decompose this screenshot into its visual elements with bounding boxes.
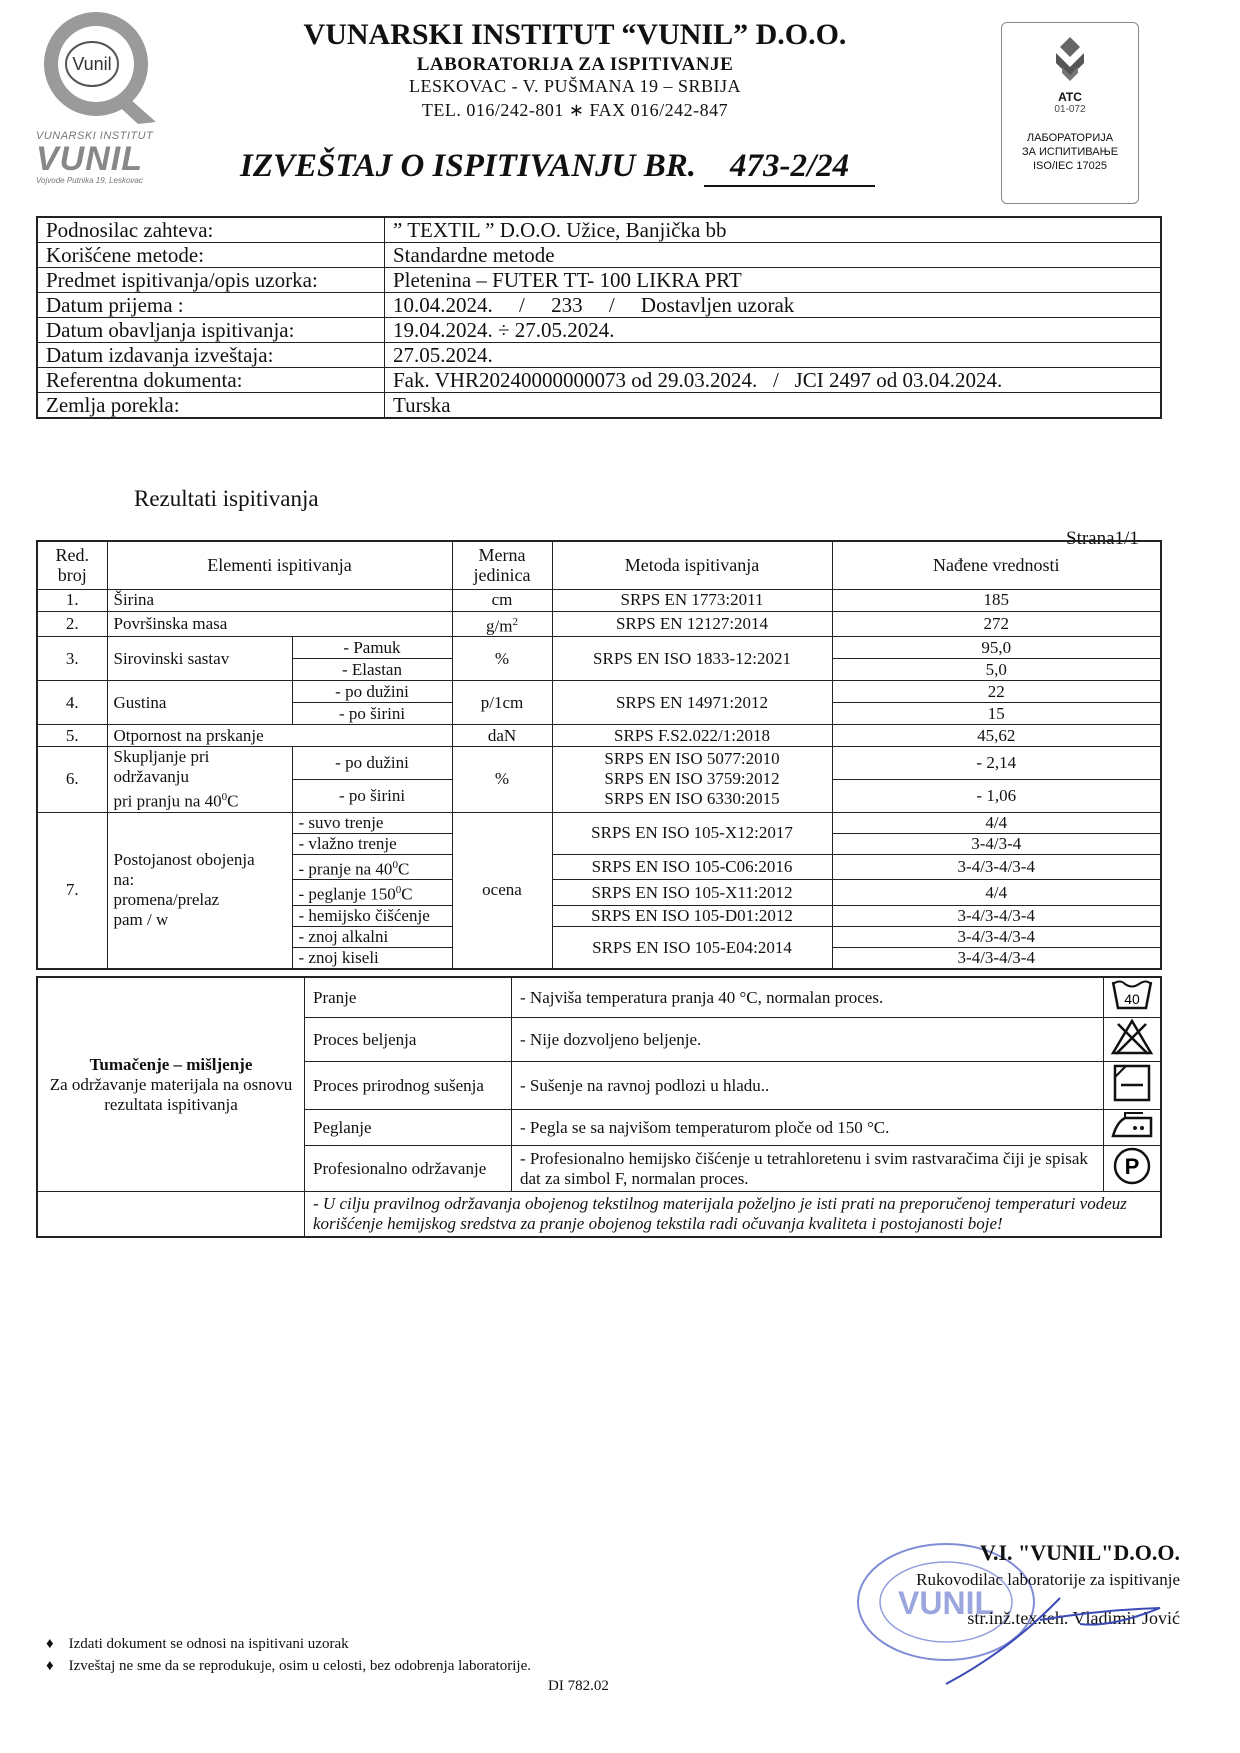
report-number: 473-2/24	[704, 148, 875, 187]
element-sup: 0	[221, 791, 228, 804]
info-row	[37, 243, 1161, 268]
row-value: - 1,06	[832, 779, 1161, 812]
footer-line-2	[46, 1658, 531, 1675]
signature-name: str.inž.tex.teh. Vladimir Jović	[967, 1608, 1180, 1628]
row-element-line: pam / w	[113, 910, 169, 930]
row-element-line: Skupljanje pri održavanju	[113, 747, 210, 787]
info-key: Referentna dokumenta:	[37, 368, 385, 393]
lab-name: LABORATORIJA ZA ISPITIVANJE	[416, 54, 734, 75]
handwritten-signature	[940, 1580, 1170, 1690]
unit-text: g/m	[486, 616, 513, 636]
row-sub-element: - po širini	[292, 779, 452, 812]
report-title-text: IZVEŠTAJ O ISPITIVANJU BR.	[240, 148, 697, 184]
row-sub-element: - hemijsko čišćenje	[292, 906, 452, 927]
row-element: Gustina	[107, 681, 292, 725]
row-method: SRPS EN 14971:2012	[552, 681, 832, 725]
table-row	[37, 637, 1161, 659]
logo-brand-text: VUNIL	[36, 140, 143, 178]
bullet-icon: ♦	[46, 1658, 54, 1674]
interpretation-heading	[37, 977, 305, 1192]
results-table	[36, 540, 1162, 970]
row-element: Otpornost na prskanje	[107, 725, 452, 747]
lab-phone: TEL. 016/242-801 ∗ FAX 016/242-847	[421, 100, 729, 120]
sub-sup: 0	[395, 884, 402, 897]
row-value: 3-4/3-4	[832, 833, 1161, 854]
info-key: Datum prijema :	[37, 293, 385, 318]
row-method: SRPS F.S2.022/1:2018	[552, 725, 832, 747]
table-row	[37, 812, 1161, 833]
row-value: 4/4	[832, 812, 1161, 833]
row-number: 1.	[37, 589, 107, 611]
stamp-text: VUNIL	[898, 1585, 994, 1621]
row-sub-element: - znoj kiseli	[292, 948, 452, 970]
row-element: Sirovinski sastav	[107, 637, 292, 681]
row-element	[107, 747, 292, 813]
row-value: 3-4/3-4/3-4	[832, 927, 1161, 948]
page-number: Strana1/1	[1066, 528, 1139, 549]
row-element-line: promena/prelaz	[113, 890, 220, 910]
sub-text: C	[401, 885, 413, 905]
note-row	[37, 1192, 1161, 1238]
row-value: 15	[832, 703, 1161, 725]
row-method	[552, 747, 832, 813]
row-number: 7.	[37, 812, 107, 969]
row-sub-element: - suvo trenje	[292, 812, 452, 833]
row-method: SRPS EN 12127:2014	[552, 611, 832, 637]
care-icon-cell	[1104, 1018, 1162, 1062]
footer-text: Izveštaj ne sme da se reprodukuje, osim u celosti, bez odobrenja laboratorije.	[68, 1658, 531, 1674]
row-method: SRPS EN ISO 105-X11:2012	[552, 880, 832, 906]
info-key: Korišćene metode:	[37, 243, 385, 268]
dry-flat-shade-icon	[1112, 1063, 1152, 1103]
row-element-line: Postojanost obojenja	[113, 850, 255, 870]
row-number: 6.	[37, 747, 107, 813]
info-row	[37, 318, 1161, 343]
info-row	[37, 368, 1161, 393]
info-value: ” TEXTIL ” D.O.O. Užice, Banjička bb	[385, 217, 1162, 243]
info-value: Fak. VHR20240000000073 od 29.03.2024. / JCI 2497 od 03.04.2024.	[385, 368, 1162, 393]
header-num: Red. broj	[37, 541, 107, 589]
row-sub-element: - vlažno trenje	[292, 833, 452, 854]
row-sub-element: - po širini	[292, 703, 452, 725]
row-value: 3-4/3-4/3-4	[832, 948, 1161, 970]
row-sub-element: - po dužini	[292, 681, 452, 703]
header-element: Elementi ispitivanja	[107, 541, 452, 589]
lab-address: LESKOVAC - V. PUŠMANA 19 – SRBIJA	[408, 76, 742, 96]
care-text: - Najviša temperatura pranja 40 °C, normalan proces.	[512, 977, 1104, 1018]
institute-name: VUNARSKI INSTITUT “VUNIL” D.O.O.	[303, 18, 847, 51]
header-method: Metoda ispitivanja	[552, 541, 832, 589]
care-label: Peglanje	[305, 1110, 512, 1146]
row-element	[107, 812, 292, 969]
accreditation-badge	[1001, 22, 1139, 204]
footer-line-1	[46, 1636, 349, 1653]
info-row	[37, 217, 1161, 243]
info-row	[37, 393, 1161, 419]
signature-role: Rukovodilac laboratorije za ispitivanje	[916, 1570, 1180, 1589]
iron-two-dots-icon	[1109, 1110, 1155, 1140]
info-key: Datum izdavanja izveštaja:	[37, 343, 385, 368]
results-header-row	[37, 541, 1161, 589]
row-unit: daN	[452, 725, 552, 747]
dry-clean-letter: P	[1124, 1154, 1140, 1179]
info-key: Predmet ispitivanja/opis uzorka:	[37, 268, 385, 293]
element-text: pri pranju na 40	[113, 791, 222, 811]
row-sub-element: - znoj alkalni	[292, 927, 452, 948]
care-label: Profesionalno održavanje	[305, 1146, 512, 1192]
results-title: Rezultati ispitivanja	[134, 486, 319, 511]
table-row	[37, 611, 1161, 637]
row-element-line: na:	[113, 870, 135, 890]
unit-sup: 2	[512, 615, 518, 628]
row-sub-element	[292, 880, 452, 906]
info-value: Pletenina – FUTER TT- 100 LIKRA PRT	[385, 268, 1162, 293]
info-key: Zemlja porekla:	[37, 393, 385, 419]
row-method: SRPS EN ISO 105-C06:2016	[552, 854, 832, 880]
dry-clean-p-icon	[1112, 1146, 1152, 1186]
info-row	[37, 343, 1161, 368]
bullet-icon: ♦	[46, 1636, 54, 1652]
logo-letter: Vunil	[72, 54, 112, 74]
info-value: Standardne metode	[385, 243, 1162, 268]
element-text: C	[227, 791, 239, 811]
row-element: Površinska masa	[107, 611, 452, 637]
atc-logo-icon	[1050, 37, 1090, 83]
row-sub-element: - po dužini	[292, 747, 452, 780]
info-value: 19.04.2024. ÷ 27.05.2024.	[385, 318, 1162, 343]
row-method: SRPS EN ISO 1833-12:2021	[552, 637, 832, 681]
care-row	[37, 977, 1161, 1018]
care-icon-cell	[1104, 1110, 1162, 1146]
wash-40-icon	[1110, 978, 1154, 1012]
care-icon-cell	[1104, 977, 1162, 1018]
care-icon-cell	[1104, 1146, 1162, 1192]
care-text: - Sušenje na ravnoj podlozi u hladu..	[512, 1062, 1104, 1110]
row-value: - 2,14	[832, 747, 1161, 780]
sub-text: - pranje na 40	[298, 859, 393, 879]
row-unit	[452, 611, 552, 637]
info-row	[37, 293, 1161, 318]
row-unit: %	[452, 747, 552, 813]
no-bleach-icon	[1110, 1018, 1154, 1056]
sub-text: C	[397, 859, 410, 879]
table-row	[37, 589, 1161, 611]
row-element: Širina	[107, 589, 452, 611]
method-line: SRPS EN ISO 3759:2012	[604, 769, 780, 789]
row-value: 95,0	[832, 637, 1161, 659]
info-key: Datum obavljanja ispitivanja:	[37, 318, 385, 343]
row-method: SRPS EN 1773:2011	[552, 589, 832, 611]
info-key: Podnosilac zahteva:	[37, 217, 385, 243]
header-unit: Merna jedinica	[452, 541, 552, 589]
wash-temp-text: 40	[1124, 991, 1140, 1007]
row-sub-element: - Elastan	[292, 659, 452, 681]
sub-text: - peglanje 150	[298, 885, 396, 905]
care-text: - Nije dozvoljeno beljenje.	[512, 1018, 1104, 1062]
atc-line1: ЛАБОРАТОРИЈА	[1026, 132, 1114, 144]
row-value: 3-4/3-4/3-4	[832, 854, 1161, 880]
row-unit: p/1cm	[452, 681, 552, 725]
info-row	[37, 268, 1161, 293]
report-title	[240, 148, 875, 187]
row-element-line	[114, 787, 286, 812]
row-unit: cm	[452, 589, 552, 611]
row-number: 2.	[37, 611, 107, 637]
row-sub-element: - Pamuk	[292, 637, 452, 659]
row-unit: %	[452, 637, 552, 681]
row-value: 185	[832, 589, 1161, 611]
care-text: - Profesionalno hemijsko čišćenje u tetrahloretenu i svim rastvaračima čiji je spisak dat za simbol F, normalan proces.	[512, 1146, 1104, 1192]
row-method: SRPS EN ISO 105-X12:2017	[552, 812, 832, 854]
sub-sup: 0	[392, 858, 398, 871]
header-value: Nađene vrednosti	[832, 541, 1161, 589]
table-row	[37, 681, 1161, 703]
interpretation-title: Tumačenje – mišljenje	[89, 1054, 253, 1074]
atc-line3: ISO/IEC 17025	[1033, 160, 1107, 172]
row-value: 4/4	[832, 880, 1161, 906]
interpretation-table	[36, 976, 1162, 1238]
method-line: SRPS EN ISO 6330:2015	[604, 789, 780, 809]
row-value: 45,62	[832, 725, 1161, 747]
logo-address-text: Vojvode Putnika 19, Leskovac	[36, 176, 143, 185]
vunil-logo	[34, 6, 164, 126]
note-spacer	[37, 1192, 305, 1238]
interpretation-subtitle: Za održavanje materijala na osnovu rezultata ispitivanja	[49, 1074, 293, 1114]
row-value: 5,0	[832, 659, 1161, 681]
row-method: SRPS EN ISO 105-E04:2014	[552, 927, 832, 970]
table-row	[37, 725, 1161, 747]
care-label: Proces beljenja	[305, 1018, 512, 1062]
atc-brand: ATC	[1058, 90, 1082, 104]
info-value: 10.04.2024. / 233 / Dostavljen uzorak	[385, 293, 1162, 318]
care-note: - U cilju pravilnog održavanja obojenog tekstilnog materijala poželjno je isti prati na preporučenoj temperaturi vodeuz korišćenje hemijskog sredstva za pranje obojenog tekstila radi očuvanja kvaliteta i postojanosti boje!	[305, 1192, 1162, 1238]
care-label: Proces prirodnog sušenja	[305, 1062, 512, 1110]
row-unit: ocena	[452, 812, 552, 969]
signature-company: V.I. "VUNIL"D.O.O.	[979, 1540, 1180, 1565]
atc-code: 01-072	[1054, 104, 1086, 115]
info-value: 27.05.2024.	[385, 343, 1162, 368]
method-line: SRPS EN ISO 5077:2010	[604, 749, 780, 769]
row-method: SRPS EN ISO 105-D01:2012	[552, 906, 832, 927]
care-label: Pranje	[305, 977, 512, 1018]
row-value: 22	[832, 681, 1161, 703]
row-value: 3-4/3-4/3-4	[832, 906, 1161, 927]
document-code: DI 782.02	[548, 1678, 609, 1694]
row-number: 4.	[37, 681, 107, 725]
care-icon-cell	[1104, 1062, 1162, 1110]
row-sub-element	[292, 854, 452, 880]
row-value: 272	[832, 611, 1161, 637]
table-row	[37, 747, 1161, 780]
logo-institute-text: VUNARSKI INSTITUT	[36, 130, 154, 142]
atc-line2: ЗА ИСПИТИВАЊЕ	[1021, 146, 1119, 158]
report-info-table	[36, 216, 1162, 419]
care-text: - Pegla se sa najvišom temperaturom ploče od 150 °C.	[512, 1110, 1104, 1146]
info-value: Turska	[385, 393, 1162, 419]
row-number: 3.	[37, 637, 107, 681]
row-number: 5.	[37, 725, 107, 747]
footer-text: Izdati dokument se odnosi na ispitivani uzorak	[68, 1636, 349, 1652]
